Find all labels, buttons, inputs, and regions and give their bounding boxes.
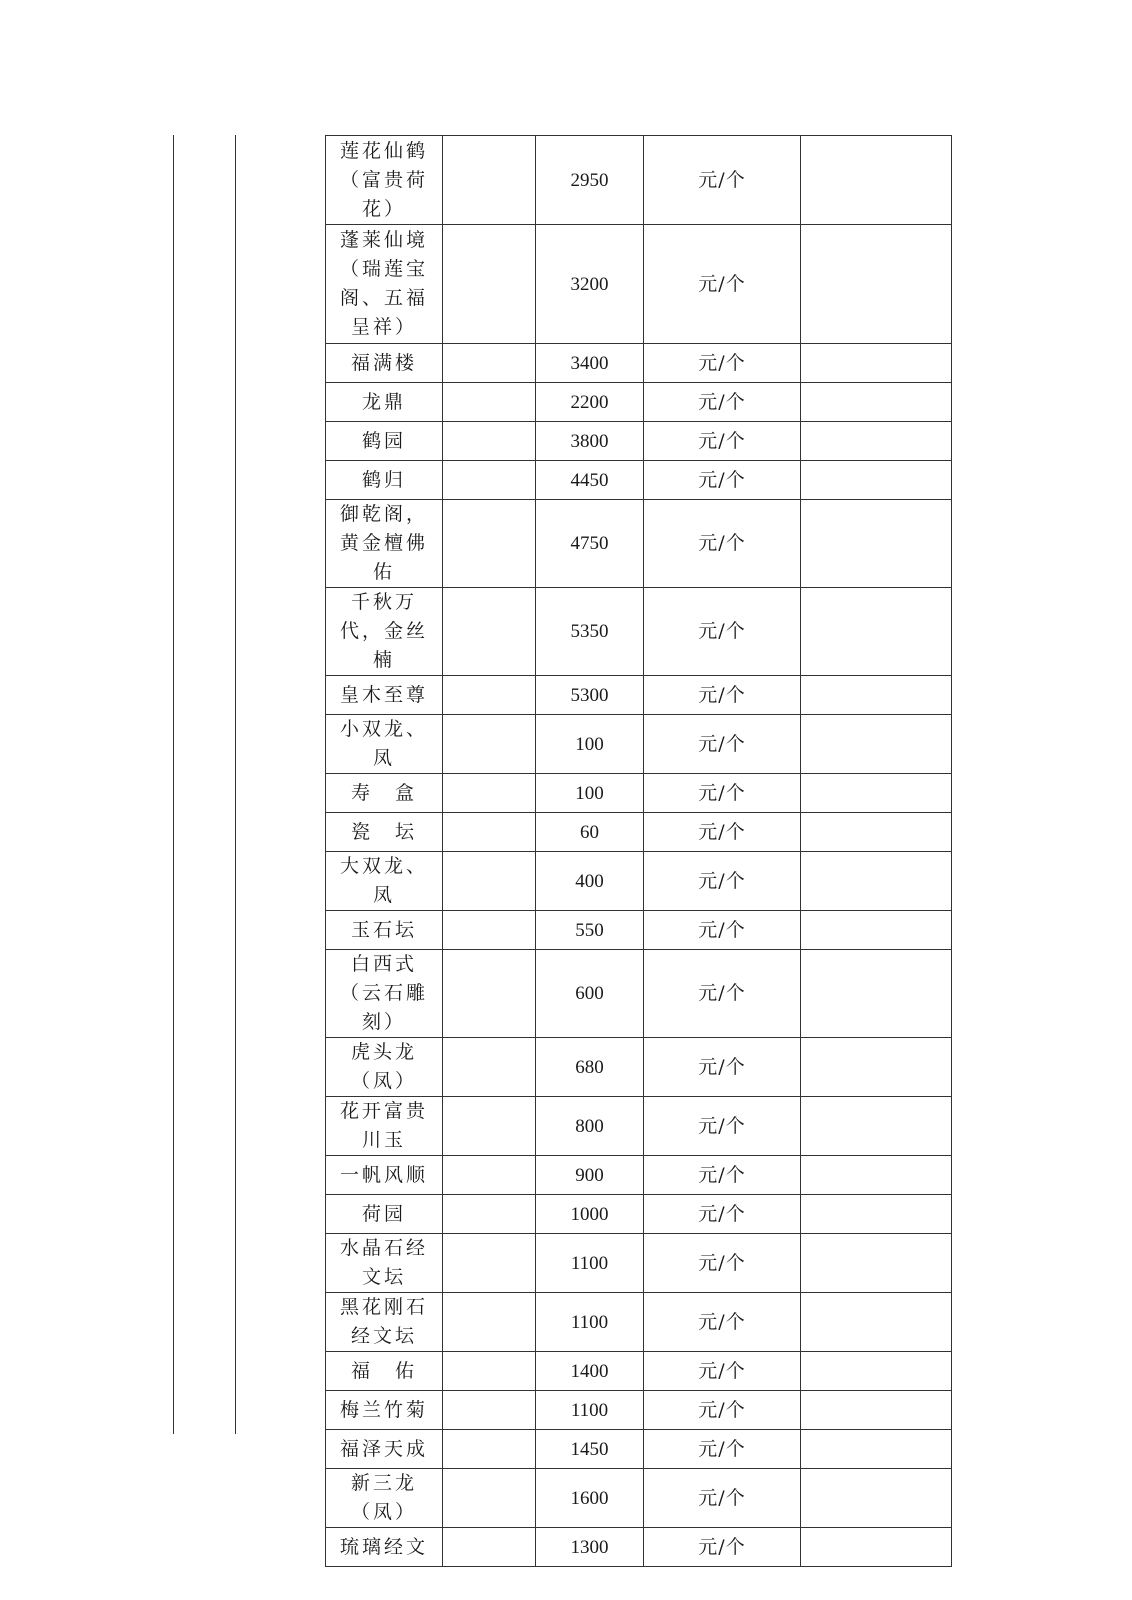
unit-cell: 元/个	[644, 1293, 801, 1352]
remarks-cell	[801, 1234, 952, 1293]
price-cell: 2200	[536, 383, 644, 422]
blank-cell	[443, 950, 536, 1038]
table-row	[326, 1469, 952, 1528]
item-name-cell: 福泽天成	[326, 1430, 443, 1469]
blank-cell	[443, 1195, 536, 1234]
remarks-cell	[801, 500, 952, 588]
item-name-cell: 荷园	[326, 1195, 443, 1234]
price-table	[325, 135, 952, 1567]
table-row	[326, 500, 952, 588]
remarks-cell	[801, 813, 952, 852]
table-row	[326, 588, 952, 676]
blank-cell	[443, 136, 536, 225]
table-row	[326, 1234, 952, 1293]
item-name-cell: 皇木至尊	[326, 676, 443, 715]
remarks-cell	[801, 1038, 952, 1097]
table-row	[326, 1156, 952, 1195]
price-cell: 550	[536, 911, 644, 950]
price-cell: 1100	[536, 1293, 644, 1352]
price-cell: 1100	[536, 1391, 644, 1430]
item-name-cell: 瓷 坛	[326, 813, 443, 852]
table-row	[326, 1097, 952, 1156]
remarks-cell	[801, 1430, 952, 1469]
unit-cell: 元/个	[644, 1528, 801, 1567]
blank-cell	[443, 1293, 536, 1352]
unit-cell: 元/个	[644, 500, 801, 588]
remarks-cell	[801, 344, 952, 383]
blank-cell	[443, 588, 536, 676]
blank-cell	[443, 911, 536, 950]
unit-cell: 元/个	[644, 676, 801, 715]
item-name-cell: 小双龙、凤	[326, 715, 443, 774]
blank-cell	[443, 225, 536, 344]
unit-cell: 元/个	[644, 136, 801, 225]
item-name-cell: 虎头龙（凤）	[326, 1038, 443, 1097]
table-row	[326, 1038, 952, 1097]
remarks-cell	[801, 1293, 952, 1352]
unit-cell: 元/个	[644, 225, 801, 344]
unit-cell: 元/个	[644, 1097, 801, 1156]
table-row	[326, 1430, 952, 1469]
unit-cell: 元/个	[644, 383, 801, 422]
blank-cell	[443, 676, 536, 715]
table-row	[326, 461, 952, 500]
table-row	[326, 1293, 952, 1352]
blank-cell	[443, 422, 536, 461]
outer-table-rule-left	[173, 135, 174, 1434]
item-name-cell: 福满楼	[326, 344, 443, 383]
table-row	[326, 225, 952, 344]
remarks-cell	[801, 383, 952, 422]
unit-cell: 元/个	[644, 1195, 801, 1234]
table-row	[326, 852, 952, 911]
remarks-cell	[801, 225, 952, 344]
table-row	[326, 715, 952, 774]
unit-cell: 元/个	[644, 715, 801, 774]
blank-cell	[443, 1528, 536, 1567]
price-cell: 400	[536, 852, 644, 911]
price-cell: 680	[536, 1038, 644, 1097]
price-table-body	[326, 136, 952, 1567]
table-row	[326, 676, 952, 715]
item-name-cell: 水晶石经文坛	[326, 1234, 443, 1293]
blank-cell	[443, 774, 536, 813]
price-cell: 1300	[536, 1528, 644, 1567]
item-name-cell: 鹤归	[326, 461, 443, 500]
item-name-cell: 黑花刚石经文坛	[326, 1293, 443, 1352]
remarks-cell	[801, 676, 952, 715]
remarks-cell	[801, 461, 952, 500]
blank-cell	[443, 1352, 536, 1391]
price-cell: 1400	[536, 1352, 644, 1391]
blank-cell	[443, 1156, 536, 1195]
price-cell: 5350	[536, 588, 644, 676]
unit-cell: 元/个	[644, 950, 801, 1038]
item-name-cell: 蓬莱仙境（瑞莲宝阁、五福呈祥）	[326, 225, 443, 344]
price-cell: 1000	[536, 1195, 644, 1234]
item-name-cell: 御乾阁，黄金檀佛佑	[326, 500, 443, 588]
blank-cell	[443, 383, 536, 422]
unit-cell: 元/个	[644, 852, 801, 911]
item-name-cell: 莲花仙鹤（富贵荷花）	[326, 136, 443, 225]
unit-cell: 元/个	[644, 461, 801, 500]
price-cell: 600	[536, 950, 644, 1038]
unit-cell: 元/个	[644, 1469, 801, 1528]
blank-cell	[443, 344, 536, 383]
blank-cell	[443, 1430, 536, 1469]
remarks-cell	[801, 1391, 952, 1430]
price-cell: 4750	[536, 500, 644, 588]
price-cell: 100	[536, 774, 644, 813]
item-name-cell: 白西式（云石雕刻）	[326, 950, 443, 1038]
unit-cell: 元/个	[644, 422, 801, 461]
item-name-cell: 新三龙（凤）	[326, 1469, 443, 1528]
price-cell: 3800	[536, 422, 644, 461]
unit-cell: 元/个	[644, 344, 801, 383]
blank-cell	[443, 813, 536, 852]
price-cell: 4450	[536, 461, 644, 500]
remarks-cell	[801, 1195, 952, 1234]
table-row	[326, 136, 952, 225]
unit-cell: 元/个	[644, 1156, 801, 1195]
remarks-cell	[801, 950, 952, 1038]
item-name-cell: 福 佑	[326, 1352, 443, 1391]
blank-cell	[443, 1097, 536, 1156]
item-name-cell: 琉璃经文	[326, 1528, 443, 1567]
unit-cell: 元/个	[644, 1234, 801, 1293]
price-cell: 3400	[536, 344, 644, 383]
table-row	[326, 383, 952, 422]
unit-cell: 元/个	[644, 813, 801, 852]
price-cell: 1100	[536, 1234, 644, 1293]
remarks-cell	[801, 422, 952, 461]
item-name-cell: 大双龙、凤	[326, 852, 443, 911]
remarks-cell	[801, 852, 952, 911]
price-cell: 2950	[536, 136, 644, 225]
item-name-cell: 寿 盒	[326, 774, 443, 813]
table-row	[326, 1391, 952, 1430]
remarks-cell	[801, 911, 952, 950]
remarks-cell	[801, 588, 952, 676]
remarks-cell	[801, 1156, 952, 1195]
price-cell: 800	[536, 1097, 644, 1156]
price-cell: 100	[536, 715, 644, 774]
remarks-cell	[801, 136, 952, 225]
blank-cell	[443, 715, 536, 774]
remarks-cell	[801, 1352, 952, 1391]
unit-cell: 元/个	[644, 1352, 801, 1391]
item-name-cell: 千秋万代，金丝楠	[326, 588, 443, 676]
unit-cell: 元/个	[644, 1038, 801, 1097]
blank-cell	[443, 852, 536, 911]
unit-cell: 元/个	[644, 774, 801, 813]
table-row	[326, 911, 952, 950]
unit-cell: 元/个	[644, 1391, 801, 1430]
table-row	[326, 1195, 952, 1234]
price-cell: 1450	[536, 1430, 644, 1469]
unit-cell: 元/个	[644, 911, 801, 950]
item-name-cell: 一帆风顺	[326, 1156, 443, 1195]
price-cell: 60	[536, 813, 644, 852]
blank-cell	[443, 1469, 536, 1528]
blank-cell	[443, 1038, 536, 1097]
remarks-cell	[801, 1528, 952, 1567]
price-cell: 5300	[536, 676, 644, 715]
table-row	[326, 344, 952, 383]
blank-cell	[443, 461, 536, 500]
table-row	[326, 813, 952, 852]
item-name-cell: 梅兰竹菊	[326, 1391, 443, 1430]
table-row	[326, 1352, 952, 1391]
unit-cell: 元/个	[644, 1430, 801, 1469]
item-name-cell: 龙鼎	[326, 383, 443, 422]
item-name-cell: 花开富贵川玉	[326, 1097, 443, 1156]
price-cell: 900	[536, 1156, 644, 1195]
table-row	[326, 1528, 952, 1567]
table-row	[326, 774, 952, 813]
outer-table-rule-right	[235, 135, 236, 1434]
blank-cell	[443, 1391, 536, 1430]
price-cell: 1600	[536, 1469, 644, 1528]
table-row	[326, 950, 952, 1038]
remarks-cell	[801, 715, 952, 774]
unit-cell: 元/个	[644, 588, 801, 676]
item-name-cell: 玉石坛	[326, 911, 443, 950]
remarks-cell	[801, 1469, 952, 1528]
blank-cell	[443, 500, 536, 588]
item-name-cell: 鹤园	[326, 422, 443, 461]
table-row	[326, 422, 952, 461]
remarks-cell	[801, 774, 952, 813]
remarks-cell	[801, 1097, 952, 1156]
price-cell: 3200	[536, 225, 644, 344]
blank-cell	[443, 1234, 536, 1293]
